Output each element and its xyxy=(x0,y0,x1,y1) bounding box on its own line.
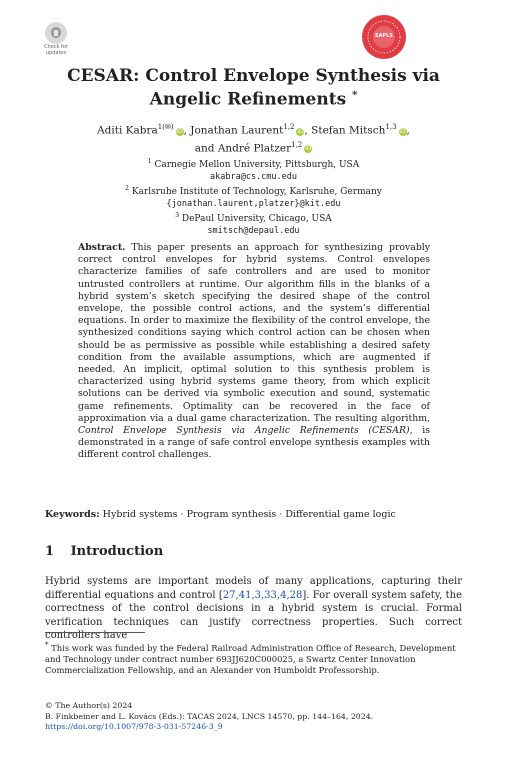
check-updates-label-2: updates xyxy=(45,50,67,56)
publication-info: B. Finkbeiner and L. Kovács (Eds.): TACAS 2024, LNCS 14570, pp. 144–164, 2024. xyxy=(45,711,374,721)
abstract-label: Abstract. xyxy=(78,242,126,253)
affiliations xyxy=(0,156,507,237)
email-link[interactable]: {jonathan.laurent,platzer}@kit.edu xyxy=(166,199,341,209)
keywords xyxy=(45,509,465,520)
section-number: 1 xyxy=(45,544,55,559)
artifact-badge-label: EAPLS xyxy=(375,33,393,39)
section-title: Introduction xyxy=(70,544,164,559)
author-affiliation: 1,2 xyxy=(291,140,303,149)
author-affiliation: 1(✉) xyxy=(157,123,174,131)
affiliation-number: 2 xyxy=(125,185,129,192)
affiliation-number: 3 xyxy=(175,212,180,219)
author-separator: , xyxy=(406,124,410,137)
keywords-text: Hybrid systems · Program synthesis · Differential game logic xyxy=(102,509,396,520)
intro-text: Hybrid systems are important models of many applications, capturing their differential equations and control [ xyxy=(45,576,462,601)
paper-title xyxy=(0,66,507,110)
affiliation-name: Karlsruhe Institute of Technology, Karlsruhe, Germany xyxy=(131,187,382,197)
orcid-icon[interactable]: iD xyxy=(176,127,183,135)
title-line-1: CESAR: Control Envelope Synthesis via xyxy=(67,66,440,86)
affiliation-name: Carnegie Mellon University, Pittsburgh, USA xyxy=(154,160,360,170)
doi-link[interactable]: https://doi.org/10.1007/978-3-031-57246-3_9 xyxy=(45,722,223,731)
author-affiliation: 1,3 xyxy=(385,123,397,131)
orcid-icon[interactable]: iD xyxy=(305,145,312,152)
abstract xyxy=(78,242,430,462)
copyright-line: © The Author(s) 2024 xyxy=(45,701,133,710)
author-name: , Jonathan Laurent xyxy=(183,124,284,137)
abstract-text: This paper presents an approach for synthesizing provably correct control envelopes for hybrid systems. Control envelopes characterize families of safe controllers and are used to monitor untrusted controllers at runtime. Our algorithm fills in the blanks of a hybrid system’s sketch specifying the desired shape of the control envelope, the possible control actions, and the system’s differential equations. In order to maximize the flexibility of the control envelope, the synthesized conditions saying which control action can be chosen when should be as permissive as possible while establishing a desired safety condition from the available assumptions, which are augmented if needed. An implicit, optimal solution to this synthesis problem is characterized using hybrid systems game theory, from which explicit solutions can be derived via symbolic execution and sound, systematic game refinements. Optimality can be recovered in the face of approximation via a dual game characterization. The resulting algorithm, xyxy=(78,242,430,424)
title-line-2: Angelic Refinements xyxy=(149,89,347,110)
intro-text-end: ]. For overall system safety, the correctness of the control decisions in a hybrid system is crucial. Formal verification techniques can justify correctness properties. Such correct controllers have xyxy=(45,589,462,642)
email-link[interactable]: smitsch@depaul.edu xyxy=(207,226,300,236)
check-updates-label: Check for xyxy=(44,44,68,50)
orcid-icon[interactable]: iD xyxy=(297,127,304,135)
author-name: and André Platzer xyxy=(194,142,292,154)
keywords-label: Keywords: xyxy=(45,509,100,520)
footnote-text: This work was funded by the Federal Railroad Administration Office of Research, Development and Technology under contract number 693JJ620C000025, a Swartz Center Innovation Commercialization Fellowship, and an Alexander von Humboldt Professorship. xyxy=(45,642,456,676)
email-link[interactable]: akabra@cs.cmu.edu xyxy=(210,172,297,182)
author-name: , Stefan Mitsch xyxy=(304,124,386,137)
footnote-rule xyxy=(45,632,145,633)
author-list xyxy=(0,120,507,155)
author-affiliation: 1,2 xyxy=(283,123,295,131)
check-updates-icon xyxy=(45,22,67,44)
artifact-evaluation-badge xyxy=(361,14,407,60)
check-for-updates-badge[interactable] xyxy=(40,22,72,56)
copyright-block xyxy=(45,701,465,733)
footnote-mark: * xyxy=(45,641,49,649)
abstract-text-end: is demonstrated in a range of safe control envelope synthesis examples with different control challenges. xyxy=(78,425,430,461)
citation-links[interactable]: 27,41,3,33,4,28 xyxy=(222,589,303,601)
orcid-icon[interactable]: iD xyxy=(399,127,406,135)
section-heading xyxy=(45,544,163,559)
title-footnote-mark: * xyxy=(352,90,358,101)
affiliation-name: DePaul University, Chicago, USA xyxy=(181,214,332,224)
algorithm-name: Control Envelope Synthesis via Angelic Refinements (CESAR), xyxy=(78,425,413,437)
affiliation-number: 1 xyxy=(147,158,152,165)
author-name: Aditi Kabra xyxy=(97,124,158,137)
footnote xyxy=(45,640,462,676)
